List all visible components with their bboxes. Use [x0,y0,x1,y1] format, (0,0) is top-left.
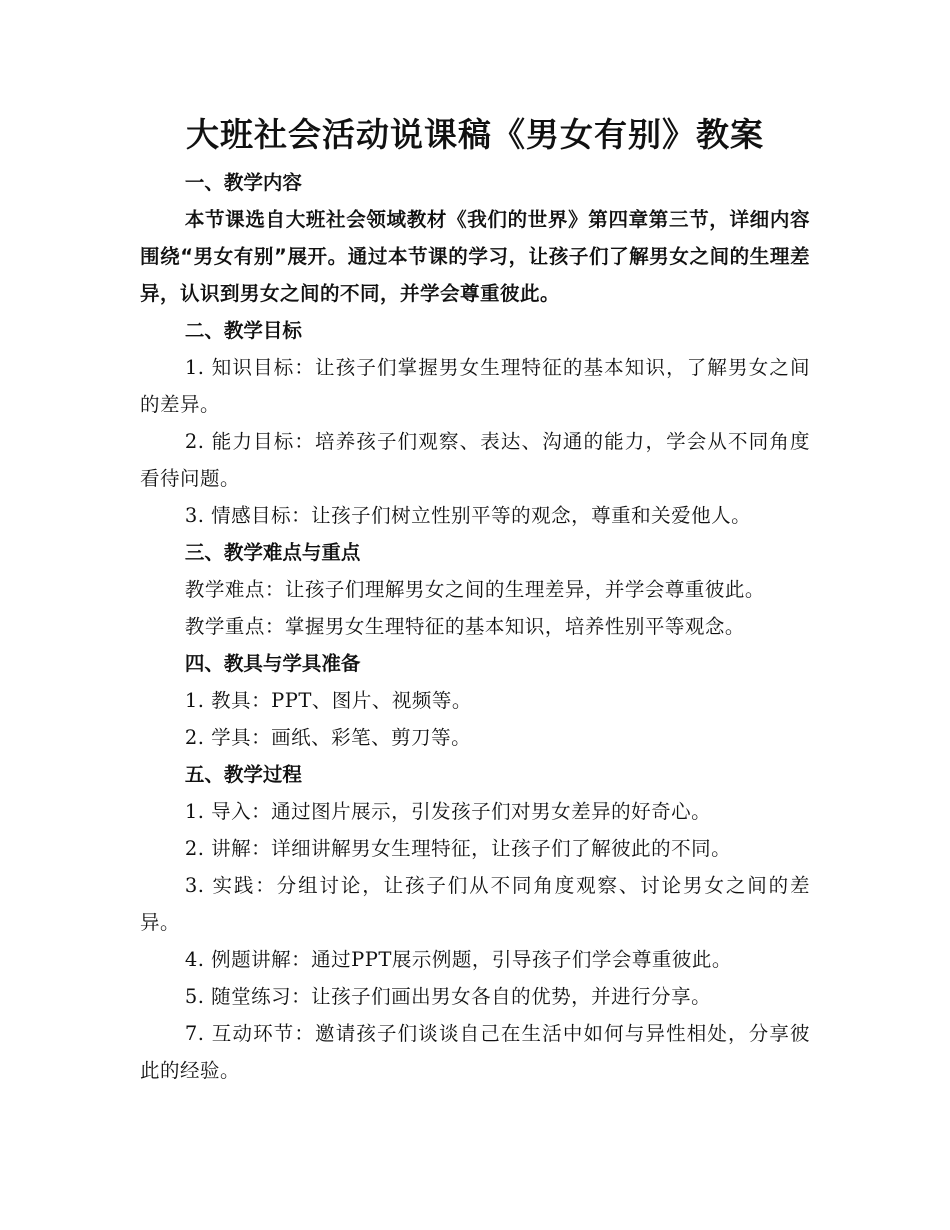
objective-item: 2. 能力目标：培养孩子们观察、表达、沟通的能力，学会从不同角度看待问题。 [140,430,810,490]
document-title: 大班社会活动说课稿《男女有别》教案 [186,115,764,154]
process-step: 7. 互动环节：邀请孩子们谈谈自己在生活中如何与异性相处，分享彼此的经验。 [140,1022,810,1082]
process-step: 3. 实践：分组讨论，让孩子们从不同角度观察、讨论男女之间的差异。 [140,874,810,934]
process-step: 1. 导入：通过图片展示，引发孩子们对男女差异的好奇心。 [184,800,712,823]
materials-item: 1. 教具：PPT、图片、视频等。 [184,689,472,712]
objective-item: 1. 知识目标：让孩子们掌握男女生理特征的基本知识，了解男女之间的差异。 [140,356,810,416]
section-heading-content: 一、教学内容 [184,171,302,194]
section-heading-materials: 四、教具与学具准备 [184,652,361,675]
section-heading-objectives: 二、教学目标 [184,319,302,342]
difficulty-item: 教学难点：让孩子们理解男女之间的生理差异，并学会尊重彼此。 [184,578,765,601]
key-point-item: 教学重点：掌握男女生理特征的基本知识，培养性别平等观念。 [184,615,745,638]
document-body [140,112,810,1089]
process-step: 5. 随堂练习：让孩子们画出男女各自的优势，并进行分享。 [184,985,712,1008]
process-step: 2. 讲解：详细讲解男女生理特征，让孩子们了解彼此的不同。 [184,837,732,860]
section-heading-difficulty: 三、教学难点与重点 [184,541,361,564]
materials-item: 2. 学具：画纸、彩笔、剪刀等。 [184,726,472,749]
content-paragraph: 本节课选自大班社会领域教材《我们的世界》第四章第三节，详细内容围绕“男女有别”展开。通过本节课的学习，让孩子们了解男女之间的生理差异，认识到男女之间的不同，并学会尊重彼此。 [140,208,810,305]
section-heading-process: 五、教学过程 [184,763,302,786]
process-step: 4. 例题讲解：通过PPT展示例题，引导孩子们学会尊重彼此。 [184,948,732,971]
objective-item: 3. 情感目标：让孩子们树立性别平等的观念，尊重和关爱他人。 [184,504,752,527]
